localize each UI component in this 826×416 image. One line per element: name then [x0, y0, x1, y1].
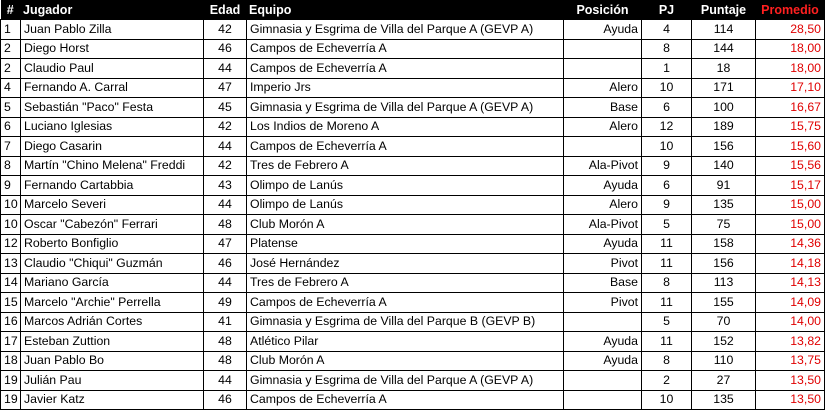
- cell-equipo: Campos de Echeverría A: [247, 390, 564, 410]
- cell-num: 13: [1, 254, 21, 274]
- cell-jugador: Diego Casarin: [21, 137, 204, 157]
- cell-equipo: Tres de Febrero A: [247, 156, 564, 176]
- cell-equipo: Club Morón A: [247, 215, 564, 235]
- cell-posicion: Alero: [564, 117, 642, 137]
- cell-edad: 48: [204, 332, 247, 352]
- cell-num: 9: [1, 176, 21, 196]
- cell-num: 16: [1, 312, 21, 332]
- table-row: [1, 195, 825, 215]
- cell-num: 18: [1, 351, 21, 371]
- cell-posicion: Ayuda: [564, 20, 642, 40]
- cell-equipo: Campos de Echeverría A: [247, 39, 564, 59]
- table-row: [1, 39, 825, 59]
- cell-num: 7: [1, 137, 21, 157]
- cell-pj: 11: [642, 254, 692, 274]
- cell-promedio: 14,09: [756, 293, 825, 313]
- cell-posicion: [564, 312, 642, 332]
- cell-num: 4: [1, 78, 21, 98]
- cell-jugador: Marcelo "Archie" Perrella: [21, 293, 204, 313]
- cell-puntaje: 144: [692, 39, 756, 59]
- cell-posicion: Base: [564, 273, 642, 293]
- header-puntaje: Puntaje: [692, 0, 756, 20]
- table-body: [1, 20, 825, 410]
- cell-equipo: Gimnasia y Esgrima de Villa del Parque A (GEVP A): [247, 371, 564, 391]
- cell-edad: 46: [204, 390, 247, 410]
- cell-promedio: 14,13: [756, 273, 825, 293]
- table-row: [1, 176, 825, 196]
- header-num: #: [1, 0, 21, 20]
- header-promedio: Promedio: [756, 0, 825, 20]
- cell-promedio: 15,00: [756, 195, 825, 215]
- cell-edad: 42: [204, 20, 247, 40]
- cell-jugador: Marcos Adrián Cortes: [21, 312, 204, 332]
- cell-posicion: [564, 137, 642, 157]
- cell-pj: 6: [642, 176, 692, 196]
- header-equipo: Equipo: [247, 0, 564, 20]
- cell-equipo: Platense: [247, 234, 564, 254]
- cell-puntaje: 171: [692, 78, 756, 98]
- cell-puntaje: 100: [692, 98, 756, 118]
- cell-jugador: Julián Pau: [21, 371, 204, 391]
- cell-puntaje: 114: [692, 20, 756, 40]
- cell-equipo: Gimnasia y Esgrima de Villa del Parque B (GEVP B): [247, 312, 564, 332]
- cell-promedio: 14,00: [756, 312, 825, 332]
- cell-promedio: 18,00: [756, 39, 825, 59]
- cell-equipo: Olimpo de Lanús: [247, 195, 564, 215]
- cell-puntaje: 152: [692, 332, 756, 352]
- table-row: [1, 215, 825, 235]
- table-row: [1, 390, 825, 410]
- cell-equipo: Gimnasia y Esgrima de Villa del Parque A (GEVP A): [247, 98, 564, 118]
- cell-posicion: [564, 59, 642, 79]
- cell-posicion: Ayuda: [564, 176, 642, 196]
- cell-equipo: Club Morón A: [247, 351, 564, 371]
- cell-pj: 8: [642, 39, 692, 59]
- cell-promedio: 15,75: [756, 117, 825, 137]
- cell-equipo: Los Indios de Moreno A: [247, 117, 564, 137]
- cell-promedio: 16,67: [756, 98, 825, 118]
- cell-num: 10: [1, 195, 21, 215]
- cell-posicion: Ayuda: [564, 332, 642, 352]
- cell-posicion: Pivot: [564, 293, 642, 313]
- cell-posicion: Ala-Pivot: [564, 156, 642, 176]
- cell-promedio: 14,36: [756, 234, 825, 254]
- cell-jugador: Roberto Bonfiglio: [21, 234, 204, 254]
- cell-posicion: Base: [564, 98, 642, 118]
- cell-equipo: Tres de Febrero A: [247, 273, 564, 293]
- cell-num: 2: [1, 59, 21, 79]
- cell-promedio: 28,50: [756, 20, 825, 40]
- cell-puntaje: 156: [692, 137, 756, 157]
- cell-edad: 44: [204, 273, 247, 293]
- cell-edad: 49: [204, 293, 247, 313]
- cell-pj: 9: [642, 156, 692, 176]
- cell-pj: 12: [642, 117, 692, 137]
- cell-edad: 44: [204, 371, 247, 391]
- cell-num: 6: [1, 117, 21, 137]
- cell-jugador: Claudio "Chiqui" Guzmán: [21, 254, 204, 274]
- cell-pj: 5: [642, 215, 692, 235]
- cell-edad: 48: [204, 351, 247, 371]
- cell-equipo: José Hernández: [247, 254, 564, 274]
- cell-equipo: Campos de Echeverría A: [247, 293, 564, 313]
- cell-equipo: Campos de Echeverría A: [247, 59, 564, 79]
- cell-jugador: Oscar "Cabezón" Ferrari: [21, 215, 204, 235]
- cell-pj: 4: [642, 20, 692, 40]
- cell-num: 19: [1, 390, 21, 410]
- cell-posicion: Alero: [564, 195, 642, 215]
- cell-jugador: Fernando Cartabbia: [21, 176, 204, 196]
- cell-posicion: Ayuda: [564, 351, 642, 371]
- cell-promedio: 13,75: [756, 351, 825, 371]
- table-row: [1, 59, 825, 79]
- table-row: [1, 137, 825, 157]
- cell-pj: 5: [642, 312, 692, 332]
- cell-posicion: Pivot: [564, 254, 642, 274]
- cell-puntaje: 91: [692, 176, 756, 196]
- cell-jugador: Fernando A. Carral: [21, 78, 204, 98]
- cell-edad: 46: [204, 254, 247, 274]
- cell-equipo: Campos de Echeverría A: [247, 137, 564, 157]
- table-row: [1, 254, 825, 274]
- cell-pj: 10: [642, 78, 692, 98]
- header-jugador: Jugador: [21, 0, 204, 20]
- cell-num: 15: [1, 293, 21, 313]
- cell-jugador: Luciano Iglesias: [21, 117, 204, 137]
- cell-edad: 45: [204, 98, 247, 118]
- cell-jugador: Javier Katz: [21, 390, 204, 410]
- cell-puntaje: 156: [692, 254, 756, 274]
- cell-num: 5: [1, 98, 21, 118]
- cell-num: 14: [1, 273, 21, 293]
- cell-edad: 42: [204, 156, 247, 176]
- cell-promedio: 13,82: [756, 332, 825, 352]
- cell-edad: 42: [204, 117, 247, 137]
- cell-promedio: 15,56: [756, 156, 825, 176]
- cell-promedio: 15,60: [756, 137, 825, 157]
- table-row: [1, 156, 825, 176]
- cell-puntaje: 18: [692, 59, 756, 79]
- cell-posicion: Alero: [564, 78, 642, 98]
- cell-puntaje: 110: [692, 351, 756, 371]
- cell-equipo: Olimpo de Lanús: [247, 176, 564, 196]
- cell-jugador: Diego Horst: [21, 39, 204, 59]
- cell-pj: 11: [642, 332, 692, 352]
- cell-edad: 47: [204, 78, 247, 98]
- cell-puntaje: 75: [692, 215, 756, 235]
- cell-promedio: 13,50: [756, 371, 825, 391]
- cell-jugador: Sebastián "Paco" Festa: [21, 98, 204, 118]
- cell-edad: 41: [204, 312, 247, 332]
- cell-num: 1: [1, 20, 21, 40]
- cell-edad: 43: [204, 176, 247, 196]
- cell-equipo: Gimnasia y Esgrima de Villa del Parque A (GEVP A): [247, 20, 564, 40]
- cell-promedio: 13,50: [756, 390, 825, 410]
- header-row: [1, 0, 825, 20]
- cell-pj: 9: [642, 195, 692, 215]
- table-row: [1, 293, 825, 313]
- cell-puntaje: 113: [692, 273, 756, 293]
- table-row: [1, 117, 825, 137]
- header-edad: Edad: [204, 0, 247, 20]
- cell-num: 12: [1, 234, 21, 254]
- cell-puntaje: 155: [692, 293, 756, 313]
- cell-posicion: [564, 371, 642, 391]
- cell-num: 10: [1, 215, 21, 235]
- cell-posicion: Ayuda: [564, 234, 642, 254]
- cell-pj: 6: [642, 98, 692, 118]
- cell-equipo: Atlético Pilar: [247, 332, 564, 352]
- table-row: [1, 312, 825, 332]
- cell-jugador: Esteban Zuttion: [21, 332, 204, 352]
- cell-jugador: Martín "Chino Melena" Freddi: [21, 156, 204, 176]
- table-row: [1, 371, 825, 391]
- cell-posicion: [564, 39, 642, 59]
- cell-jugador: Claudio Paul: [21, 59, 204, 79]
- cell-edad: 44: [204, 137, 247, 157]
- cell-equipo: Imperio Jrs: [247, 78, 564, 98]
- cell-promedio: 14,18: [756, 254, 825, 274]
- cell-edad: 44: [204, 59, 247, 79]
- cell-edad: 44: [204, 195, 247, 215]
- cell-posicion: Ala-Pivot: [564, 215, 642, 235]
- header-posicion: Posición: [564, 0, 642, 20]
- cell-pj: 2: [642, 371, 692, 391]
- cell-pj: 8: [642, 273, 692, 293]
- cell-num: 17: [1, 332, 21, 352]
- cell-puntaje: 135: [692, 195, 756, 215]
- table-row: [1, 98, 825, 118]
- cell-promedio: 15,00: [756, 215, 825, 235]
- cell-edad: 48: [204, 215, 247, 235]
- cell-puntaje: 158: [692, 234, 756, 254]
- cell-num: 8: [1, 156, 21, 176]
- table-row: [1, 20, 825, 40]
- table-row: [1, 351, 825, 371]
- cell-pj: 10: [642, 137, 692, 157]
- cell-promedio: 15,17: [756, 176, 825, 196]
- cell-promedio: 18,00: [756, 59, 825, 79]
- cell-jugador: Mariano García: [21, 273, 204, 293]
- cell-pj: 10: [642, 390, 692, 410]
- cell-posicion: [564, 390, 642, 410]
- cell-puntaje: 140: [692, 156, 756, 176]
- cell-edad: 47: [204, 234, 247, 254]
- cell-promedio: 17,10: [756, 78, 825, 98]
- cell-pj: 8: [642, 351, 692, 371]
- cell-puntaje: 70: [692, 312, 756, 332]
- cell-pj: 11: [642, 293, 692, 313]
- cell-edad: 46: [204, 39, 247, 59]
- cell-num: 2: [1, 39, 21, 59]
- cell-jugador: Marcelo Severi: [21, 195, 204, 215]
- cell-jugador: Juan Pablo Zilla: [21, 20, 204, 40]
- cell-puntaje: 135: [692, 390, 756, 410]
- cell-pj: 11: [642, 234, 692, 254]
- cell-puntaje: 189: [692, 117, 756, 137]
- table-row: [1, 273, 825, 293]
- table-row: [1, 332, 825, 352]
- cell-pj: 1: [642, 59, 692, 79]
- table-row: [1, 234, 825, 254]
- header-pj: PJ: [642, 0, 692, 20]
- table-row: [1, 78, 825, 98]
- cell-num: 19: [1, 371, 21, 391]
- cell-puntaje: 27: [692, 371, 756, 391]
- cell-jugador: Juan Pablo Bo: [21, 351, 204, 371]
